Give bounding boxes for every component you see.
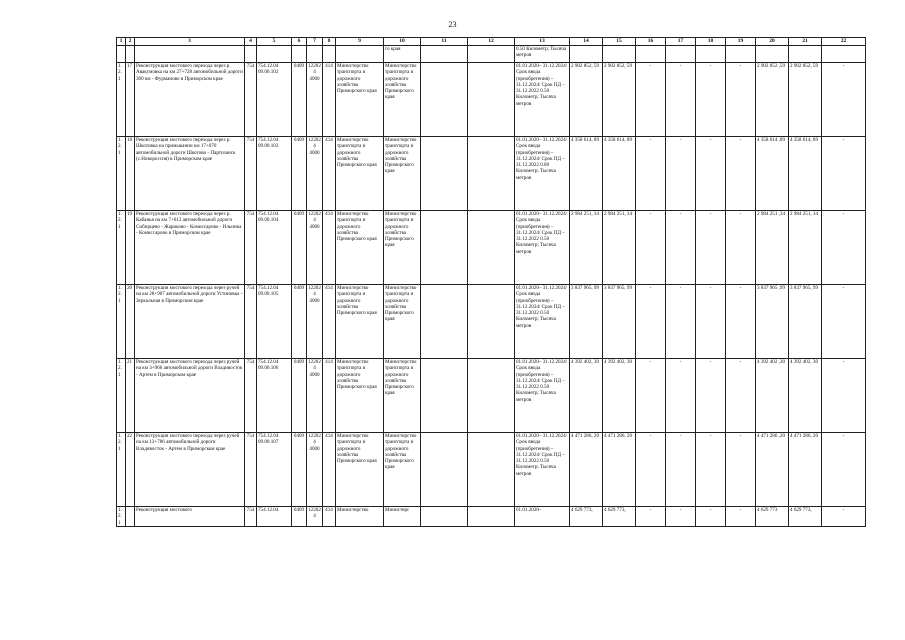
cell-amount: - bbox=[696, 137, 726, 211]
table-row bbox=[117, 211, 866, 285]
column-header: 20 bbox=[756, 38, 789, 46]
cell-index: 22 bbox=[126, 433, 135, 507]
cell-empty bbox=[468, 63, 515, 137]
cell-amount: - bbox=[696, 211, 726, 285]
cell-index bbox=[126, 507, 135, 527]
cell-code: 0409 bbox=[292, 359, 307, 433]
cell-amount: - bbox=[696, 359, 726, 433]
cell-amount: 4 392 402, 30 bbox=[570, 359, 603, 433]
cell-empty bbox=[468, 211, 515, 285]
cell-amount: 4 629 773, bbox=[603, 507, 636, 527]
cell-amount: - bbox=[726, 63, 756, 137]
cell-amount: - bbox=[636, 359, 666, 433]
column-header: 9 bbox=[336, 38, 384, 46]
cell-amount: - bbox=[636, 63, 666, 137]
cell-amount: 2 902 852 ,59 bbox=[756, 63, 789, 137]
cell-number: 1.2.1 bbox=[117, 433, 126, 507]
column-header: 21 bbox=[789, 38, 822, 46]
column-header: 4 bbox=[245, 38, 257, 46]
column-header: 19 bbox=[726, 38, 756, 46]
cell-empty bbox=[421, 63, 468, 137]
cell-code: 414 bbox=[323, 359, 336, 433]
cell-amount: 4 358 614, 89 bbox=[789, 137, 822, 211]
column-header: 18 bbox=[696, 38, 726, 46]
cell-index: 17 bbox=[126, 63, 135, 137]
cell-amount: - bbox=[822, 63, 866, 137]
cell-dates: 01.01.2020– bbox=[515, 507, 570, 527]
cell-amount: 4 471 286, 20 bbox=[789, 433, 822, 507]
cell-recipient: Министерство транспорта и дорожного хозяйства Приморского края bbox=[384, 359, 421, 433]
cell-recipient: Министерство транспорта и дорожного хозяйства Приморского края bbox=[384, 211, 421, 285]
cell-amount: - bbox=[696, 63, 726, 137]
continuation-row bbox=[117, 46, 866, 63]
cell-code: 414 bbox=[323, 507, 336, 527]
column-header: 6 bbox=[292, 38, 307, 46]
cell-customer: Министерство bbox=[336, 507, 384, 527]
cell-title: Реконструкция мостового перехода через ручей на км 3+966 автомобильной дороги Владивосток - Артем в Приморском крае bbox=[135, 359, 245, 433]
cell-amount: - bbox=[696, 433, 726, 507]
cell-customer: Министерство транспорта и дорожного хозяйства Приморского края bbox=[336, 285, 384, 359]
cell-amount: 3 837 965 ,99 bbox=[756, 285, 789, 359]
header-row bbox=[117, 38, 866, 46]
column-header: 12 bbox=[468, 38, 515, 46]
cell-title: Реконструкция мостового перехода через ручей на км 28+907 автомобильной дороги Устиновка - Зеркальная в Приморском крае bbox=[135, 285, 245, 359]
cell-amount: - bbox=[726, 507, 756, 527]
cell-amount: - bbox=[822, 359, 866, 433]
cell-code: 0409 bbox=[292, 285, 307, 359]
cell-dates: 01.01.2020– 31.12.2024/ Срок ввода (приобретения) – 31.12.2024/ Срок ПД – 31.12.2022 0.50 Километр; Тысяча метров bbox=[515, 285, 570, 359]
cell-dates: 01.01.2020– 31.12.2024/ Срок ввода (приобретения) – 31.12.2024/ Срок ПД – 31.12.2022 0.50 Километр; Тысяча метров bbox=[515, 211, 570, 285]
cell-amount: 4 629 773, bbox=[570, 507, 603, 527]
cell-amount: 4 392 402 ,30 bbox=[756, 359, 789, 433]
cell-amount: - bbox=[822, 507, 866, 527]
cell-index: 18 bbox=[126, 137, 135, 211]
cell-amount: - bbox=[726, 285, 756, 359]
cell-title: Реконструкция мостового bbox=[135, 507, 245, 527]
column-header: 7 bbox=[307, 38, 323, 46]
cell-number: 1.2.1 bbox=[117, 359, 126, 433]
cell-dates: 01.01.2020– 31.12.2024/ Срок ввода (приобретения) – 31.12.2024/ Срок ПД – 31.12.2022 0.50 Километр; Тысяча метров bbox=[515, 63, 570, 137]
cell-code: 0409 bbox=[292, 433, 307, 507]
table-row bbox=[117, 359, 866, 433]
cell-code: 414 bbox=[323, 137, 336, 211]
column-header: 16 bbox=[636, 38, 666, 46]
cell-empty bbox=[421, 137, 468, 211]
cell-customer: Министерство транспорта и дорожного хозяйства Приморского края bbox=[336, 211, 384, 285]
cell-code: 122024 4000 bbox=[307, 359, 323, 433]
cell-amount: - bbox=[666, 63, 696, 137]
cell-recipient: Министерство транспорта и дорожного хозяйства Приморского края bbox=[384, 433, 421, 507]
cell-amount: 4 358 614 ,89 bbox=[756, 137, 789, 211]
table-row bbox=[117, 433, 866, 507]
cell-recipient: Министерс bbox=[384, 507, 421, 527]
cell-amount: - bbox=[726, 137, 756, 211]
cell-amount: 4 471 286, 20 bbox=[570, 433, 603, 507]
cell-amount: - bbox=[666, 285, 696, 359]
table-row bbox=[117, 285, 866, 359]
cell-recipient: Министерство транспорта и дорожного хозяйства Приморского края bbox=[384, 137, 421, 211]
cell-amount: - bbox=[636, 285, 666, 359]
cell-code: 414 bbox=[323, 211, 336, 285]
cell-code: 754.12.04 09.00.102 bbox=[257, 63, 292, 137]
cell-title: Реконструкция мостового перехода через р. Кабанья на км 7+612 автомобильной дороги Сибирцево - Жариково - Комиссарово - Ильинка - Комиссарово в Приморском крае bbox=[135, 211, 245, 285]
cell-number: 1.2.1 bbox=[117, 63, 126, 137]
cell-code: 754 bbox=[245, 63, 257, 137]
cell-amount: 4 392 402, 30 bbox=[789, 359, 822, 433]
column-header: 8 bbox=[323, 38, 336, 46]
cell-number: 1.2.1 bbox=[117, 137, 126, 211]
cell-code: 122024 4000 bbox=[307, 137, 323, 211]
cell-empty bbox=[468, 285, 515, 359]
cell-code: 0409 bbox=[292, 63, 307, 137]
cell-amount: 2 984 251, 34 bbox=[789, 211, 822, 285]
cell-code: 122024 4000 bbox=[307, 433, 323, 507]
table-row bbox=[117, 63, 866, 137]
cell-empty bbox=[468, 433, 515, 507]
column-header: 1 bbox=[117, 38, 126, 46]
cell-recipient: Министерство транспорта и дорожного хозяйства Приморского края bbox=[384, 63, 421, 137]
cell-customer: Министерство транспорта и дорожного хозяйства Приморского края bbox=[336, 137, 384, 211]
cell-customer: Министерство транспорта и дорожного хозяйства Приморского края bbox=[336, 359, 384, 433]
cell-empty bbox=[421, 433, 468, 507]
cell-title: Реконструкция мостового перехода через р. Шкотовка на примыкании км 17+070 автомобильной дороги Шкотово - Партизанск (с.Новороссия) в Приморском крае bbox=[135, 137, 245, 211]
cell-amount: - bbox=[822, 433, 866, 507]
cell-amount: - bbox=[666, 137, 696, 211]
column-header: 14 bbox=[570, 38, 603, 46]
cell-code: 414 bbox=[323, 433, 336, 507]
cell-customer: Министерство транспорта и дорожного хозяйства Приморского края bbox=[336, 63, 384, 137]
cell-dates: 0.50 Километр; Тысяча метров bbox=[515, 46, 570, 63]
cell-amount: - bbox=[726, 359, 756, 433]
cell-index: 19 bbox=[126, 211, 135, 285]
cell-dates: 01.01.2020– 31.12.2024/ Срок ввода (приобретения) – 31.12.2024/ Срок ПД – 31.12.2022 0.50 Километр; Тысяча метров bbox=[515, 359, 570, 433]
column-header: 5 bbox=[257, 38, 292, 46]
cell-code: 754.12.04 09.00.103 bbox=[257, 137, 292, 211]
cell-amount: 4 358 614, 89 bbox=[570, 137, 603, 211]
cell-amount: 2 902 852, 59 bbox=[789, 63, 822, 137]
cell-empty bbox=[468, 137, 515, 211]
column-header: 2 bbox=[126, 38, 135, 46]
cell-code: 414 bbox=[323, 63, 336, 137]
column-header: 11 bbox=[421, 38, 468, 46]
cell-empty bbox=[421, 507, 468, 527]
cell-amount: 4 471 286, 20 bbox=[603, 433, 636, 507]
cell-amount: 3 837 965, 99 bbox=[570, 285, 603, 359]
cell-empty bbox=[421, 359, 468, 433]
cell-amount: 3 837 965, 99 bbox=[603, 285, 636, 359]
cell-amount: 2 902 852, 59 bbox=[603, 63, 636, 137]
cell-code: 754.12.04 09.00.107 bbox=[257, 433, 292, 507]
cell-code: 754.12.04 09.00.106 bbox=[257, 359, 292, 433]
cell-amount: - bbox=[726, 211, 756, 285]
cell-index: 21 bbox=[126, 359, 135, 433]
column-header: 13 bbox=[515, 38, 570, 46]
cell-number: 1.2.1 bbox=[117, 211, 126, 285]
cell-empty bbox=[468, 507, 515, 527]
cell-amount: 4 471 286 ,20 bbox=[756, 433, 789, 507]
cell-dates: 01.01.2020– 31.12.2024/ Срок ввода (приобретения) – 31.12.2024/ Срок ПД – 31.12.2022 0.50 Километр; Тысяча метров bbox=[515, 433, 570, 507]
cell-amount: 2 984 251, 34 bbox=[570, 211, 603, 285]
table-row-partial bbox=[117, 507, 866, 527]
cell-amount: 4 629 773, bbox=[789, 507, 822, 527]
cell-title: Реконструкция мостового перехода через р. Авакумовка на км 27+728 автомобильной дороги 300 км - Фурманово в Приморском крае bbox=[135, 63, 245, 137]
table-row bbox=[117, 137, 866, 211]
cell-code: 754.12.04 09.00.104 bbox=[257, 211, 292, 285]
cell-amount: - bbox=[726, 433, 756, 507]
column-header: 10 bbox=[384, 38, 421, 46]
cell-amount: - bbox=[822, 211, 866, 285]
cell-amount: - bbox=[822, 137, 866, 211]
cell-amount: 4 358 614, 89 bbox=[603, 137, 636, 211]
cell-amount: - bbox=[822, 285, 866, 359]
cell-title: Реконструкция мостового перехода через ручей на км 13+786 автомобильной дороги Владивосток - Артем в Приморском крае bbox=[135, 433, 245, 507]
column-header: 3 bbox=[135, 38, 245, 46]
cell-index: 20 bbox=[126, 285, 135, 359]
cell-code: 0409 bbox=[292, 507, 307, 527]
cell-amount: - bbox=[636, 433, 666, 507]
cell-dates: 01.01.2020– 31.12.2024/ Срок ввода (приобретения) – 31.12.2024/ Срок ПД – 31.12.2022 0.80 Километр; Тысяча метров bbox=[515, 137, 570, 211]
cell-amount: 2 902 852, 59 bbox=[570, 63, 603, 137]
cell-code: 754.12.04 bbox=[257, 507, 292, 527]
cell-amount: 4 629 773 bbox=[756, 507, 789, 527]
cell-code: 754 bbox=[245, 359, 257, 433]
cell-code: 414 bbox=[323, 285, 336, 359]
cell-code: 754 bbox=[245, 433, 257, 507]
cell-customer: Министерство транспорта и дорожного хозяйства Приморского края bbox=[336, 433, 384, 507]
cell-code: 0409 bbox=[292, 137, 307, 211]
cell-number: 1.2.1 bbox=[117, 285, 126, 359]
cell-amount: 3 837 965, 99 bbox=[789, 285, 822, 359]
cell-amount: - bbox=[636, 137, 666, 211]
column-header: 17 bbox=[666, 38, 696, 46]
column-header: 22 bbox=[822, 38, 866, 46]
cell-amount: - bbox=[666, 507, 696, 527]
cell-amount: - bbox=[696, 507, 726, 527]
cell-code: 754 bbox=[245, 211, 257, 285]
cell-amount: - bbox=[666, 359, 696, 433]
budget-table bbox=[116, 37, 866, 527]
cell-code: 754 bbox=[245, 285, 257, 359]
cell-number: 1.2.1 bbox=[117, 507, 126, 527]
page-number: 23 bbox=[448, 20, 457, 29]
cell-code: 122024 bbox=[307, 507, 323, 527]
cell-empty bbox=[468, 359, 515, 433]
cell-amount: 4 392 402, 30 bbox=[603, 359, 636, 433]
cell-code: 122024 4000 bbox=[307, 63, 323, 137]
cell-amount: 2 984 251 ,34 bbox=[756, 211, 789, 285]
cell-amount: - bbox=[636, 507, 666, 527]
cell-code: 122024 4000 bbox=[307, 285, 323, 359]
cell-empty bbox=[421, 211, 468, 285]
cell-recipient: го края bbox=[384, 46, 421, 63]
cell-code: 754 bbox=[245, 507, 257, 527]
cell-code: 0409 bbox=[292, 211, 307, 285]
cell-amount: - bbox=[696, 285, 726, 359]
column-header: 15 bbox=[603, 38, 636, 46]
cell-amount: - bbox=[666, 433, 696, 507]
cell-empty bbox=[421, 285, 468, 359]
cell-amount: - bbox=[666, 211, 696, 285]
cell-code: 122024 4000 bbox=[307, 211, 323, 285]
cell-amount: 2 984 251, 34 bbox=[603, 211, 636, 285]
cell-code: 754 bbox=[245, 137, 257, 211]
cell-recipient: Министерство транспорта и дорожного хозяйства Приморского края bbox=[384, 285, 421, 359]
cell-amount: - bbox=[636, 211, 666, 285]
cell-code: 754.12.04 09.00.105 bbox=[257, 285, 292, 359]
